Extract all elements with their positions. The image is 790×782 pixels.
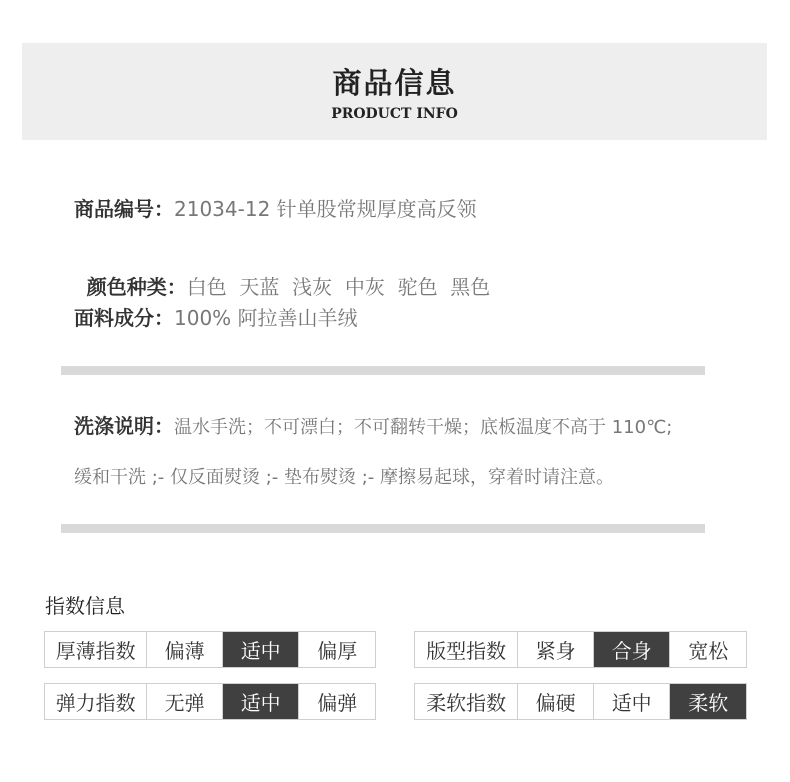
separator-bottom [61,524,705,533]
fit-option-loose: 宽松 [669,632,746,667]
color-value: 白色 天蓝 浅灰 中灰 驼色 黑色 [186,275,491,299]
color-row [74,247,490,300]
wash-text-1: 温水手洗；不可漂白；不可翻转干燥；底板温度不高于 110℃; [174,417,673,438]
separator-top [61,366,705,375]
header-banner [22,43,767,140]
softness-option-medium: 适中 [593,684,670,719]
elasticity-option-none: 无弹 [146,684,222,719]
material-value: 100% 阿拉善山羊绒 [174,306,358,330]
product-code-label: 商品编号： [74,197,174,221]
color-label: 颜色种类： [86,275,187,299]
thickness-option-medium: 适中 [222,632,299,667]
elasticity-index-label: 弹力指数 [55,691,136,715]
softness-index-table [414,683,747,720]
softness-option-soft: 柔软 [669,684,746,719]
material-label: 面料成分： [74,306,174,330]
elasticity-index-table [44,683,376,720]
thickness-option-thin: 偏薄 [146,632,222,667]
index-title: 指数信息 [45,594,125,618]
fit-option-tight: 紧身 [517,632,593,667]
wash-line-2: 缓和干洗 ;- 仅反面熨烫 ;- 垫布熨烫 ;- 摩擦易起球，穿着时请注意。 [74,467,615,488]
thickness-index-table [44,631,376,668]
softness-option-firm: 偏硬 [517,684,593,719]
thickness-index-label: 厚薄指数 [55,639,136,663]
fit-option-regular: 合身 [593,632,670,667]
softness-index-label: 柔软指数 [426,691,507,715]
fit-index-table [414,631,747,668]
thickness-option-thick: 偏厚 [298,632,375,667]
product-code-value: 21034-12 针单股常规厚度高反领 [174,197,477,221]
wash-line-1 [74,410,672,439]
elasticity-option-stretchy: 偏弹 [298,684,375,719]
material-row [74,302,358,331]
product-code-row [74,193,477,222]
page-subtitle: PRODUCT INFO [331,106,458,122]
fit-index-label: 版型指数 [426,639,507,663]
wash-label: 洗涤说明： [74,414,174,438]
elasticity-option-medium: 适中 [222,684,299,719]
page-title: 商品信息 [332,66,457,100]
